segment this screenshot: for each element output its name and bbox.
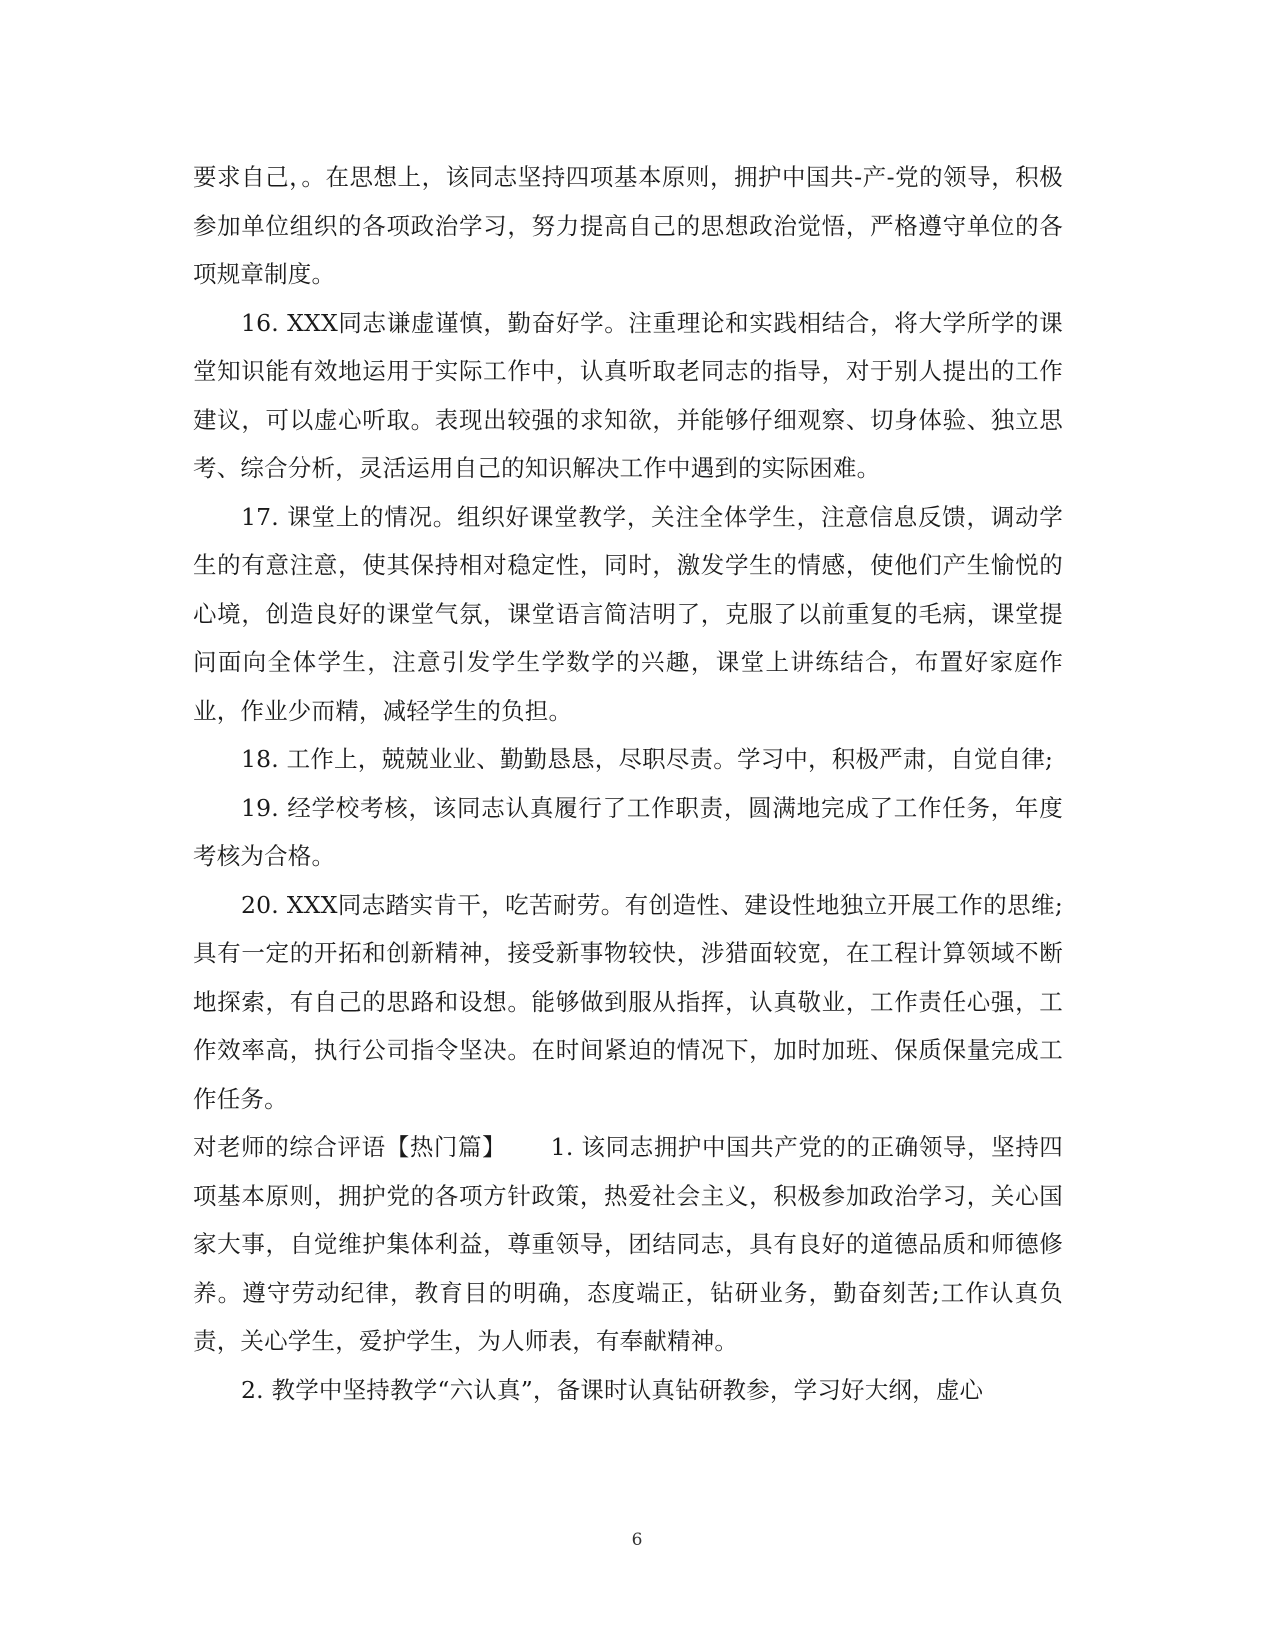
paragraph-item-2: 2. 教学中坚持教学“六认真”，备课时认真钻研教参，学习好大纲，虚心: [241, 1375, 984, 1404]
paragraph-continuation: 要求自己，。在思想上，该同志坚持四项基本原则，拥护中国共-产-党的领导，积极参加单位组织的各项政治学习，努力提高自己的思想政治觉悟，严格遵守单位的各项规章制度。: [193, 163, 1063, 288]
paragraph-item-17: 17. 课堂上的情况。组织好课堂教学，关注全体学生，注意信息反馈，调动学生的有意注意，使其保持相对稳定性，同时，激发学生的情感，使他们产生愉悦的心境，创造良好的课堂气氛，课堂语言简洁明了，克服了以前重复的毛病，课堂提问面向全体学生，注意引发学生学数学的兴趣，课堂上讲练结合，布置好家庭作业，作业少而精，减轻学生的负担。: [193, 502, 1063, 725]
document-body: [193, 153, 1063, 1414]
paragraph-item-16: 16. XXX同志谦虚谨慎，勤奋好学。注重理论和实践相结合，将大学所学的课堂知识能有效地运用于实际工作中，认真听取老同志的指导，对于别人提出的工作建议，可以虚心听取。表现出较强的求知欲，并能够仔细观察、切身体验、独立思考、综合分析，灵活运用自己的知识解决工作中遇到的实际困难。: [193, 308, 1063, 482]
paragraph-item-18: 18. 工作上，兢兢业业、勤勤恳恳，尽职尽责。学习中，积极严肃，自觉自律;: [241, 745, 1054, 773]
paragraph-item-19: 19. 经学校考核，该同志认真履行了工作职责，圆满地完成了工作任务，年度考核为合格。: [193, 793, 1063, 870]
paragraph-item-20: 20. XXX同志踏实肯干，吃苦耐劳。有创造性、建设性地独立开展工作的思维;具有一定的开拓和创新精神，接受新事物较快，涉猎面较宽，在工程计算领域不断地探索，有自己的思路和设想。能够做到服从指挥，认真敬业，工作责任心强，工作效率高，执行公司指令坚决。在时间紧迫的情况下，加时加班、保质保量完成工作任务。: [193, 890, 1063, 1113]
paragraph-section-heading: 对老师的综合评语【热门篇】 1. 该同志拥护中国共产党的的正确领导，坚持四项基本原则，拥护党的各项方针政策，热爱社会主义，积极参加政治学习，关心国家大事，自觉维护集体利益，尊重领导，团结同志，具有良好的道德品质和师德修养。遵守劳动纪律，教育目的明确，态度端正，钻研业务，勤奋刻苦;工作认真负责，关心学生，爱护学生，为人师表，有奉献精神。: [193, 1133, 1063, 1355]
page-number: 6: [631, 1530, 643, 1550]
